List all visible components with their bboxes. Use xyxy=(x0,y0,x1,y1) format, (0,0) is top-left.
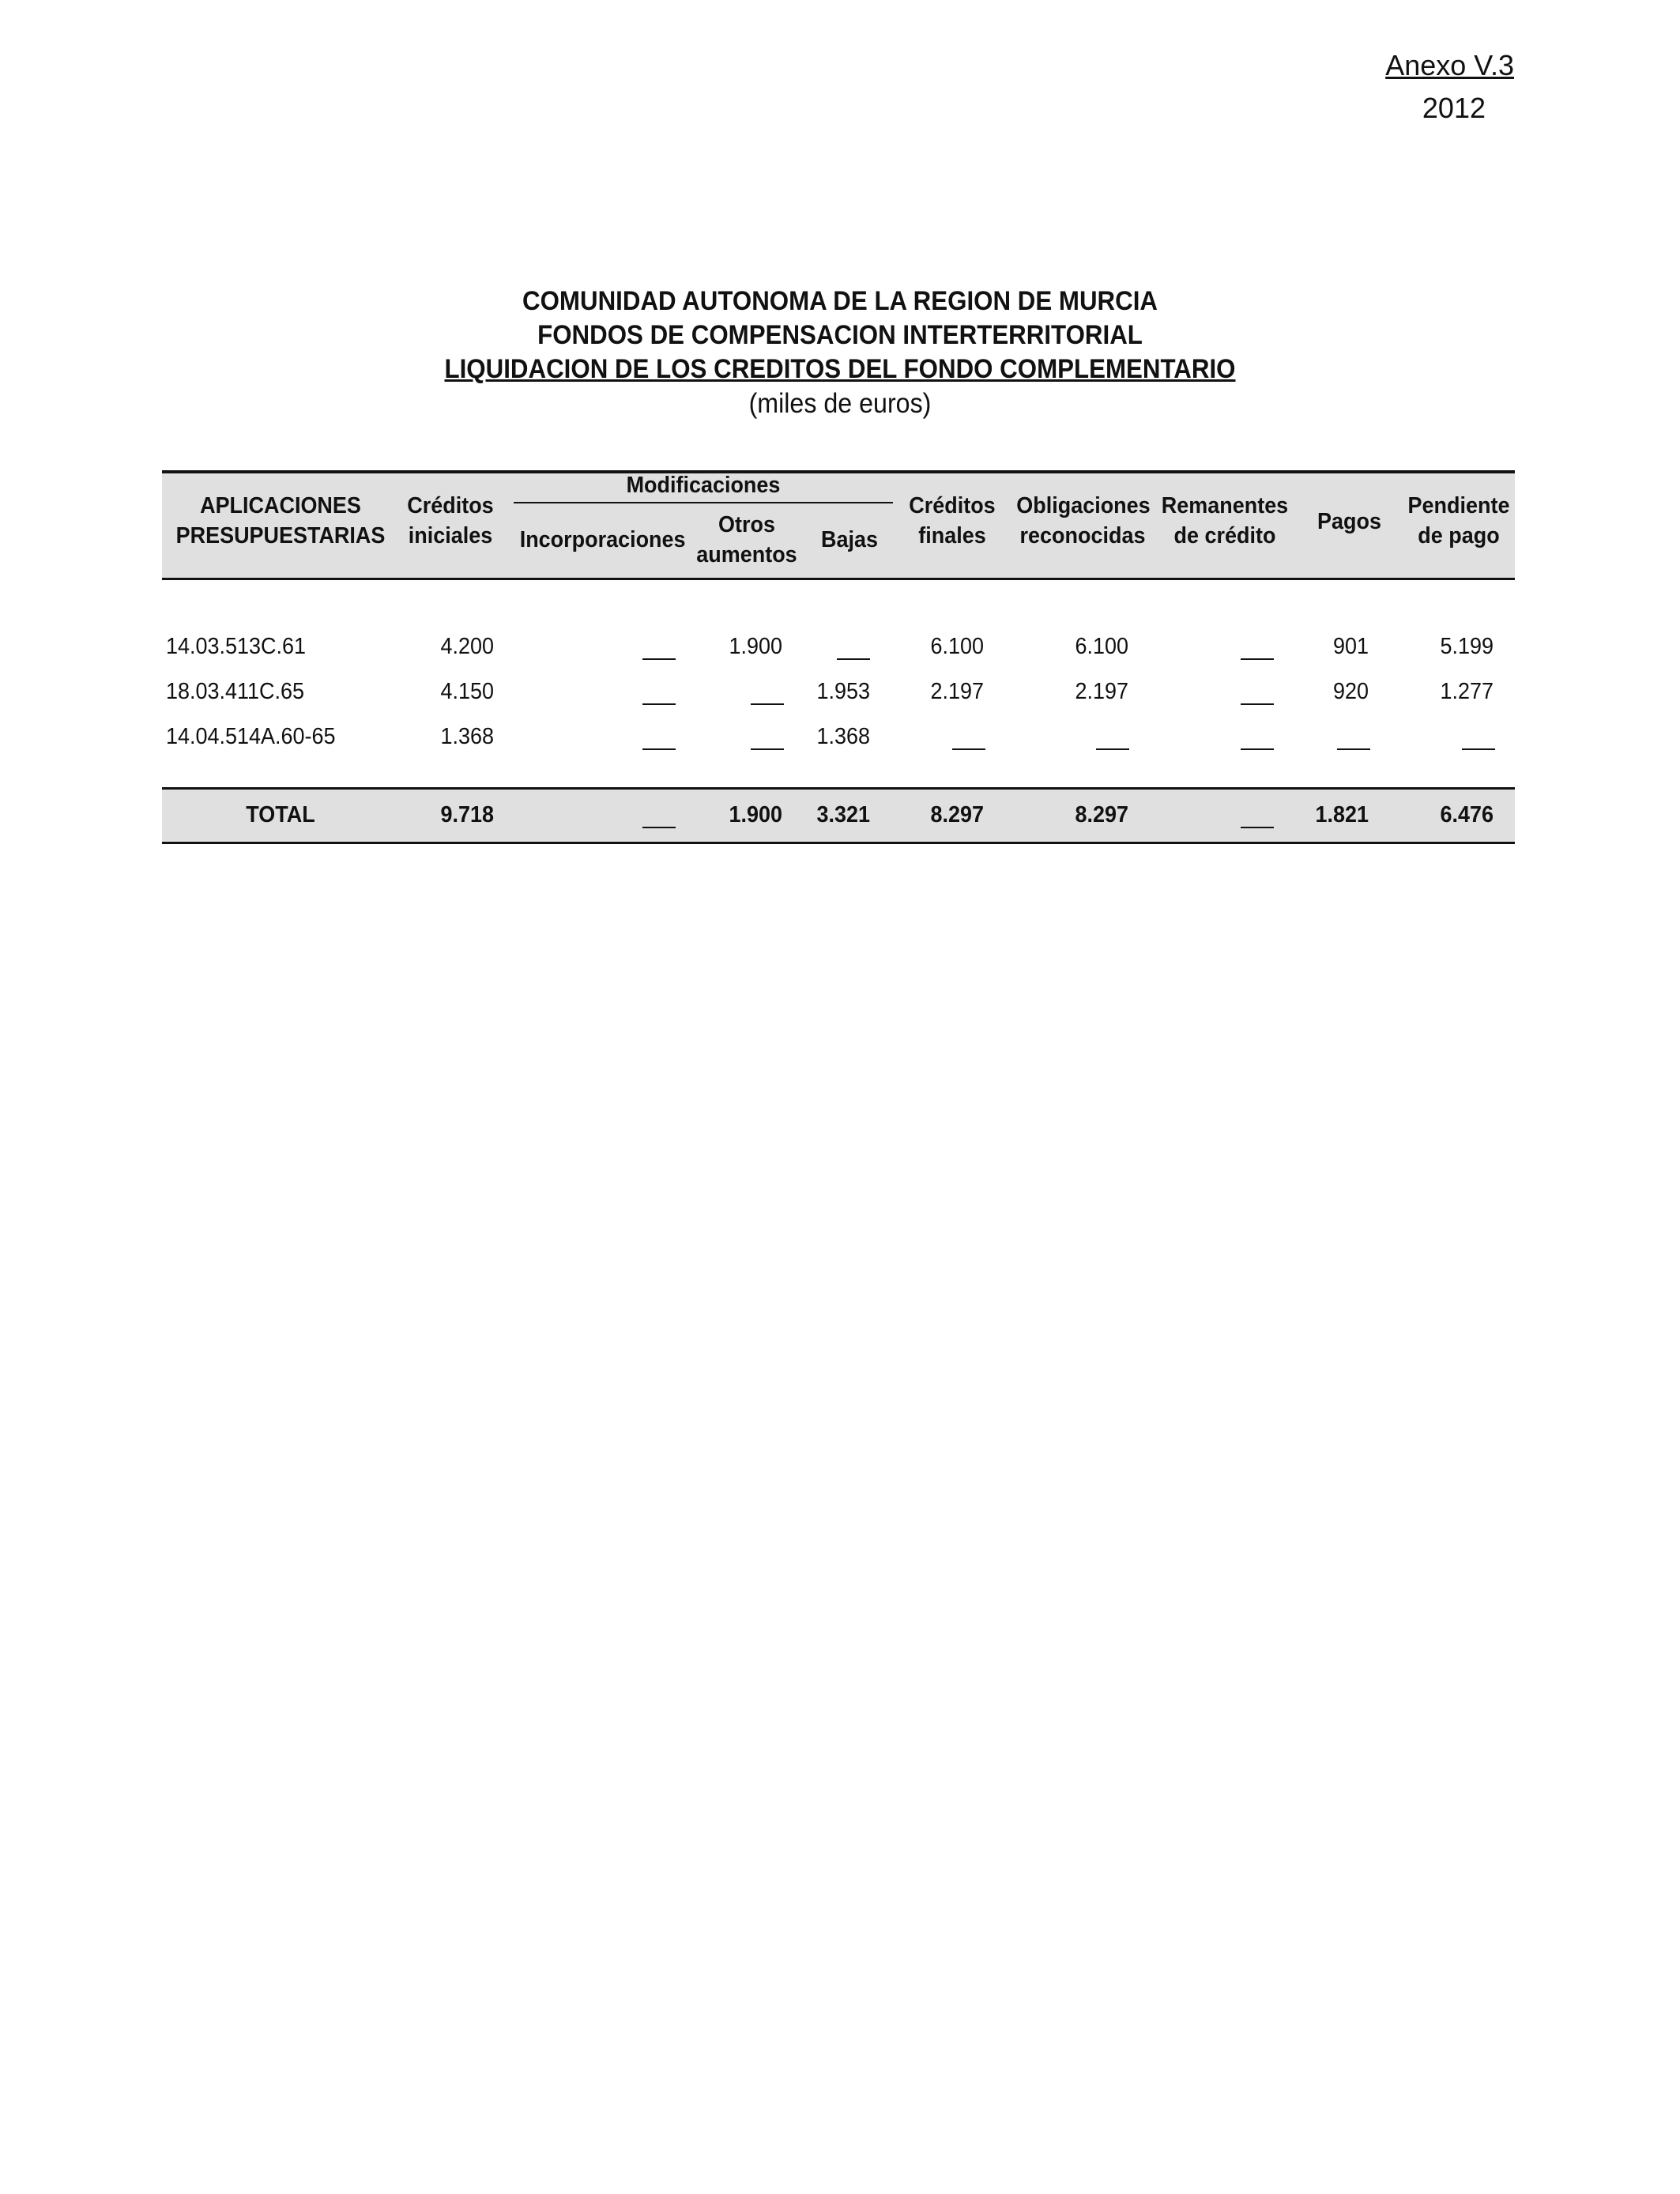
header-bajas: Bajas xyxy=(821,527,878,552)
header-otros-aumentos: Otros aumentos xyxy=(696,512,797,567)
cell-iniciales: 9.718 xyxy=(440,802,494,827)
cell-bajas: 1.368 xyxy=(816,724,870,749)
header-creditos-finales: Créditos finales xyxy=(909,493,996,548)
header-obligaciones: Obligaciones reconocidas xyxy=(1016,493,1151,548)
cell-pagos: 901 xyxy=(1332,634,1369,659)
header-aplicaciones: APLICACIONES PRESUPUESTARIAS xyxy=(175,493,386,548)
empty-dash-incorporaciones xyxy=(642,703,676,705)
cell-aplicacion: 14.03.513C.61 xyxy=(166,634,306,659)
cell-pagos: 1.821 xyxy=(1315,802,1369,827)
cell-otros: 1.900 xyxy=(729,634,782,659)
year-label: 2012 xyxy=(1422,92,1486,124)
cell-obligaciones: 2.197 xyxy=(1075,679,1128,704)
cell-pagos: 920 xyxy=(1332,679,1369,704)
cell-finales: 2.197 xyxy=(930,679,984,704)
header-creditos-iniciales: Créditos iniciales xyxy=(407,493,494,548)
cell-obligaciones: 8.297 xyxy=(1075,802,1128,827)
cell-aplicacion: 18.03.411C.65 xyxy=(166,679,304,704)
header-incorporaciones: Incorporaciones xyxy=(519,527,686,552)
cell-aplicacion: 14.04.514A.60-65 xyxy=(166,724,336,749)
document-titles xyxy=(0,285,1680,420)
header-pagos: Pagos xyxy=(1317,509,1381,534)
empty-dash-obligaciones xyxy=(1096,748,1129,750)
total-top-rule xyxy=(162,787,1515,790)
empty-dash-incorporaciones xyxy=(642,748,676,750)
cell-otros: 1.900 xyxy=(729,802,782,827)
cell-iniciales: 4.150 xyxy=(440,679,494,704)
total-label: TOTAL xyxy=(246,802,315,827)
cell-bajas: 1.953 xyxy=(816,679,870,704)
cell-pendiente: 1.277 xyxy=(1440,679,1494,704)
units-label: (miles de euros) xyxy=(748,388,932,419)
title-line-1: COMUNIDAD AUTONOMA DE LA REGION DE MURCIA xyxy=(522,286,1158,316)
table-bottom-rule xyxy=(162,842,1515,844)
empty-dash-finales xyxy=(952,748,985,750)
cell-finales: 8.297 xyxy=(930,802,984,827)
title-line-2: FONDOS DE COMPENSACION INTERTERRITORIAL xyxy=(537,320,1143,350)
header-pendiente: Pendiente de pago xyxy=(1407,493,1510,548)
empty-dash-remanentes xyxy=(1241,748,1274,750)
header-remanentes: Remanentes de crédito xyxy=(1161,493,1289,548)
title-line-3: LIQUIDACION DE LOS CREDITOS DEL FONDO COMPLEMENTARIO xyxy=(444,354,1236,384)
empty-dash-pendiente xyxy=(1462,748,1495,750)
cell-pendiente: 5.199 xyxy=(1440,634,1494,659)
cell-iniciales: 4.200 xyxy=(440,634,494,659)
cell-iniciales: 1.368 xyxy=(440,724,494,749)
header-modificaciones: Modificaciones xyxy=(626,473,781,498)
cell-obligaciones: 6.100 xyxy=(1075,634,1128,659)
modificaciones-rule xyxy=(514,502,893,503)
cell-finales: 6.100 xyxy=(930,634,984,659)
annex-label: Anexo V.3 xyxy=(1385,49,1514,81)
cell-pendiente: 6.476 xyxy=(1440,802,1494,827)
cell-bajas: 3.321 xyxy=(816,802,870,827)
header-bottom-rule xyxy=(162,578,1515,580)
empty-dash-pagos xyxy=(1337,748,1370,750)
credits-table xyxy=(162,470,1515,846)
